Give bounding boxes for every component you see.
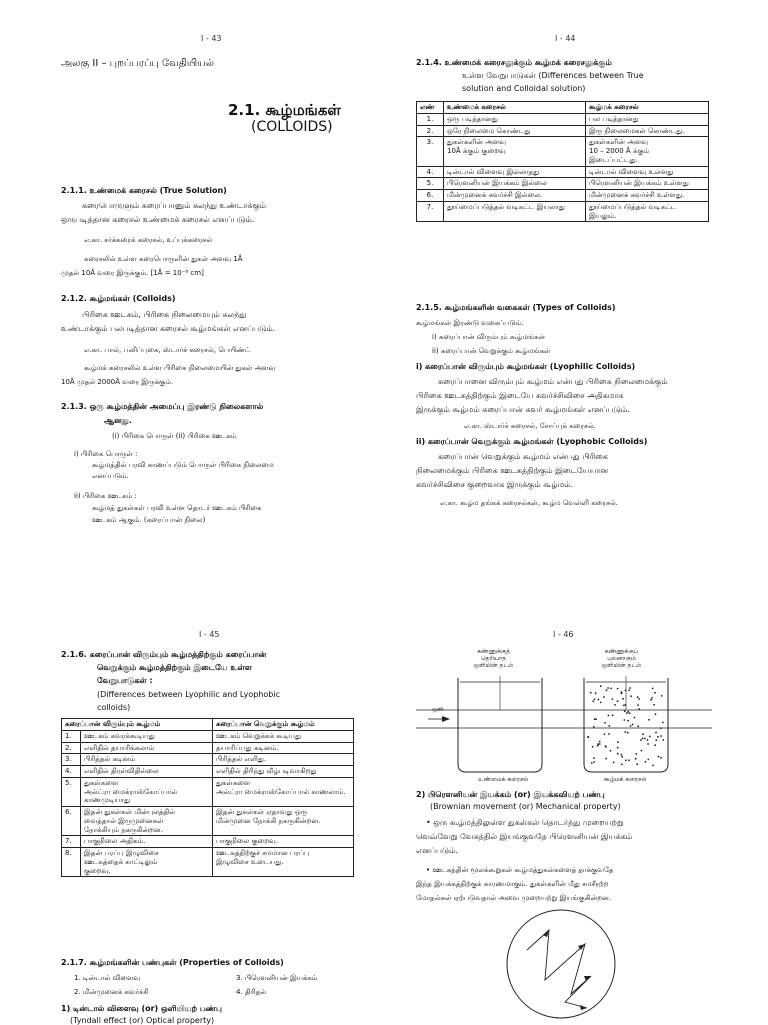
colloid-particle <box>613 761 615 763</box>
colloid-particle <box>594 699 596 701</box>
colloid-particle <box>610 750 612 752</box>
colloid-particle <box>623 705 625 707</box>
subsection-heading: ii) கரைப்பான் வெறுக்கும் கூழ்மங்கள் (Lyophobic Colloids) <box>416 437 648 446</box>
list-item: 3. பிரௌனியன் இயக்கம் <box>236 974 318 982</box>
colloid-particle <box>638 698 640 700</box>
colloid-particle <box>597 745 599 747</box>
colloid-particle <box>647 739 649 741</box>
row-number: 4. <box>417 166 444 178</box>
colloid-particle <box>621 754 623 756</box>
table-body <box>62 730 354 877</box>
colloid-particle <box>635 758 637 760</box>
lyophilic-cell: எளிதில் தயாரிக்கலாம் <box>81 742 213 754</box>
colloid-particle <box>587 736 589 738</box>
colloid-particle <box>635 753 637 755</box>
random-path <box>527 930 591 1008</box>
colloid-particle <box>604 733 606 735</box>
colloid-particle <box>608 733 610 735</box>
paragraph-line: பிரிகை ஊடகம், பிரிகை நிலைமையும் கலந்து <box>82 310 247 319</box>
colloid-particle <box>658 756 660 758</box>
lyophilic-cell: எளிதில் திரள்விதில்லை <box>81 766 213 778</box>
colloid-particle <box>612 698 614 700</box>
paragraph-line: எனப்படும். <box>92 472 129 480</box>
list-item: 1. டின்டால் விளைவு <box>74 974 141 982</box>
colloid-particle <box>622 698 624 700</box>
example-line: எ.கா. கூழ்ம தங்கக் கரைசல்கள், கூழ்ம வெள்ளி கரைசல். <box>440 499 618 507</box>
colloid-particle <box>593 761 595 763</box>
colloid-particle <box>638 708 640 710</box>
colloid-particle <box>630 695 632 697</box>
true-solution-cell: மின்முனைக் கவர்ச்சி இல்லை. <box>444 190 586 202</box>
paragraph-line: கூழ்மத்தில் பரவி காணப்படும் பொருள் பிரிகை நிலைமை <box>92 461 274 469</box>
table-row <box>62 777 354 806</box>
colloid-particle <box>608 715 610 717</box>
colloid-particle <box>617 747 619 749</box>
colloid-particle <box>630 725 632 727</box>
colloid-particle <box>628 759 630 761</box>
colloid-particle <box>625 759 627 761</box>
colloid-particle <box>660 727 662 729</box>
colloid-particle <box>627 711 629 713</box>
colloid-particle <box>662 722 664 724</box>
colloid-particle <box>617 688 619 690</box>
paragraph-line: நிலைமைக்கும் பிரிகை ஊடகத்திற்கும் இடையேயான <box>416 466 609 475</box>
table-row <box>62 848 354 877</box>
example-line: எ.கா. சர்க்கரைக் கரைசல், உப்புக்கரைசல் <box>84 236 213 244</box>
chapter-subtitle: (COLLOIDS) <box>251 119 333 135</box>
section-heading-cont: உள்ள வேறுபாடுகள் (Differences between True <box>462 71 644 80</box>
true-solution-cell: பிரௌனியன் இயக்கம் இல்லை <box>444 178 586 190</box>
true-solution-cell: டின்டால் விளைவு இல்லாதது <box>444 166 586 178</box>
label-visible-path: கண்ணுக்குப் புலனாகும் ஒளியின் தடம் <box>602 648 642 670</box>
colloid-particle <box>621 764 623 766</box>
colloid-particle <box>600 685 602 687</box>
colloid-particle <box>655 732 657 734</box>
list-item-label: i) பிரிகை பொருள் : <box>74 450 138 458</box>
paragraph-line: கரைசலில் உள்ள கரைபொருளின் துகள் அளவு 1Å <box>84 255 243 263</box>
row-number: 8. <box>62 848 81 877</box>
paragraph-line: கூழ்மக் கரைசலில் உள்ள பிரிகை நிலைமையின் துகள் அளவு <box>84 364 276 372</box>
row-number: 4. <box>62 766 81 778</box>
paragraph-line: முதல் 10Å வரை இருக்கும். [1Å = 10⁻⁸ cm] <box>61 269 204 277</box>
section-heading-cont: solution and Colloidal solution) <box>462 84 586 93</box>
paragraph-line: • ஒரு கூழ்மத்திலுள்ள துகள்கள் தொடர்ந்து முறையற்று <box>426 818 624 827</box>
colloid-particle <box>610 688 612 690</box>
section-heading: 2.1.5. கூழ்மங்களின் வகைகள் (Types of Colloids) <box>416 303 616 312</box>
colloid-cell: தூய்மைப்படுத்தல் வடிகட்ட இயலும். <box>586 201 709 222</box>
colloid-particle <box>650 699 652 701</box>
colloid-particle <box>604 722 606 724</box>
colloid-particle <box>624 731 626 733</box>
colloid-particle <box>640 739 642 741</box>
row-number: 3. <box>62 754 81 766</box>
colloid-particle <box>621 692 623 694</box>
colloid-particle <box>593 726 595 728</box>
paragraph-line: வெவ்வேறு வேகத்தில் இயங்குவதே பிரௌனியன் இயக்கம் <box>416 832 633 841</box>
lyophilic-cell: பிரித்தல் கடினம் <box>81 754 213 766</box>
paragraph-line: ஊடகம் ஆகும். (கரைப்பான் நிலை) <box>92 516 206 524</box>
colloid-particle <box>625 689 627 691</box>
table-header-row <box>62 719 354 731</box>
colloid-particle <box>634 717 636 719</box>
colloid-cell: பிரௌனியன் இயக்கம் உள்ளது <box>586 178 709 190</box>
row-number: 6. <box>62 807 81 836</box>
section-heading-cont: ஆனது. <box>104 416 132 425</box>
lyophobic-cell: பாகுநிலை குறைவு. <box>212 836 353 848</box>
column-header: கரைப்பான் விரும்பும் கூழ்மம் <box>62 719 213 731</box>
lyophobic-cell: எளிதில் திரிந்து வீழ்படிவாகிறது <box>212 766 353 778</box>
column-header: கரைப்பான் வெறுக்கும் கூழ்மம் <box>212 719 353 731</box>
caption-colloid: கூழ்மக் கரைசல் <box>604 776 647 783</box>
colloid-particle <box>605 745 607 747</box>
section-heading-cont: வேறுபாடுகள் : <box>97 676 153 685</box>
table-row <box>417 190 709 202</box>
brownian-motion-diagram <box>505 908 617 1020</box>
paragraph-line: கரைப்பான் வெறுக்கும் கூழ்மம் என்பது பிரிகை <box>438 452 608 461</box>
true-solution-cell: ஒரே நிலைமை கொண்டது <box>444 125 586 137</box>
colloid-particle <box>623 719 625 721</box>
colloid-particle <box>592 746 594 748</box>
tyndall-effect-diagram <box>416 646 712 788</box>
colloid-particle <box>591 762 593 764</box>
section-heading: 2.1.1. உண்மைக் கரைசல் (True Solution) <box>61 186 227 195</box>
colloid-particle <box>599 743 601 745</box>
table-row <box>62 754 354 766</box>
table-row <box>417 201 709 222</box>
lyophilic-cell: ஊடகம் கவரக்கூடியது <box>81 730 213 742</box>
colloid-particle <box>642 738 644 740</box>
table-row <box>62 742 354 754</box>
row-number: 5. <box>417 178 444 190</box>
paragraph-line: 10Å முதல் 2000Å வரை இருக்கும். <box>61 378 174 386</box>
list-item: ii) கரைப்பான் வெறுக்கும் கூழ்மங்கள் <box>432 347 551 355</box>
colloid-particle <box>600 702 602 704</box>
colloid-cell: இரு நிலைமைகள் கொண்டது. <box>586 125 709 137</box>
lyophilic-cell: இதன் பரப்பு இழுவிசை ஊடகத்தைக் காட்டிலும் குறைவு. <box>81 848 213 877</box>
paragraph-line: பிரிகை ஊடகத்திற்கும் இடையே கவர்ச்சிவிசை அதிகமாக <box>416 391 624 400</box>
subsection-heading-cont: (Tyndall effect (or) Optical property) <box>70 1016 215 1025</box>
subsection-heading: i) கரைப்பான் விரும்பும் கூழ்மங்கள் (Lyophilic Colloids) <box>416 362 636 371</box>
subsection-heading: 2) பிரௌனியன் இயக்கம் (or) இயக்கவியற் பண்பு <box>416 790 605 799</box>
arrow-icon <box>584 976 591 981</box>
page-number: I - 45 <box>199 630 220 639</box>
table-row <box>417 113 709 125</box>
chapter-title: 2.1. கூழ்மங்கள் <box>228 101 341 119</box>
colloid-particle <box>642 733 644 735</box>
subsection-heading: 1) டின்டால் விளைவு (or) ஒளியியற் பண்பு <box>61 1004 222 1013</box>
row-number: 5. <box>62 777 81 806</box>
lyophobic-cell: தயாரிப்பது கடினம். <box>212 742 353 754</box>
colloid-particle <box>624 710 626 712</box>
circle-boundary <box>507 910 615 1018</box>
column-header: கூழ்மக் கரைசல் <box>586 102 709 114</box>
paragraph-line: (i) பிரிகை பொருள் (ii) பிரிகை ஊடகம் <box>112 432 237 440</box>
colloid-particle <box>612 714 614 716</box>
colloid-particle <box>649 736 651 738</box>
caption-true-solution: உண்மைக் கரைசல் <box>478 776 529 783</box>
subsection-heading-cont: (Brownian movement (or) Mechanical property) <box>430 802 621 811</box>
colloid-particle <box>655 739 657 741</box>
colloid-particle <box>598 699 600 701</box>
colloid-particle <box>647 743 649 745</box>
list-item: 4. திரிதல் <box>236 988 267 996</box>
colloid-particle <box>636 763 638 765</box>
table-row <box>62 836 354 848</box>
colloid-particle <box>606 689 608 691</box>
lyophobic-cell: பிரித்தல் எளிது. <box>212 754 353 766</box>
column-header: உண்மைக் கரைசல் <box>444 102 586 114</box>
label-invisible-path: கண்ணுக்குத் தெரியாத ஒளியின் தடம் <box>474 648 514 670</box>
colloid-particle <box>641 750 643 752</box>
section-heading: 2.1.4. உண்மைக் கரைசலுக்கும் கூழ்மக் கரைசலுக்கும் <box>416 58 612 67</box>
paragraph-line: இந்த இயக்கத்திற்குக் காரணமாகும். துகள்களின் மீது சமசீரற்ற <box>416 880 609 888</box>
section-heading-cont: (Differences between Lyophilic and Lyophobic <box>97 690 281 699</box>
colloid-particle <box>652 765 654 767</box>
colloid-particle <box>637 696 639 698</box>
true-solution-cell: ஒரு படித்தானது <box>444 113 586 125</box>
colloid-particle <box>654 692 656 694</box>
colloid-particle <box>660 757 662 759</box>
comparison-table-lyophilic-vs-lyophobic <box>61 718 354 877</box>
table-row <box>62 807 354 836</box>
colloid-particle <box>661 695 663 697</box>
colloid-particle <box>608 725 610 727</box>
lyophilic-cell: துகள்களை அல்ட்ரா மைக்ராஸ்கோப்பால் காணமுடியாது <box>81 777 213 806</box>
colloid-particle <box>625 704 627 706</box>
comparison-table-true-vs-colloid <box>416 101 709 222</box>
colloid-particle <box>662 739 664 741</box>
table-row <box>417 137 709 166</box>
list-item: i) கரைப்பான் விரும்பும் கூழ்மங்கள் <box>432 333 546 341</box>
table-row <box>417 178 709 190</box>
colloid-particle <box>644 761 646 763</box>
colloid-particle <box>654 744 656 746</box>
colloid-particle <box>605 758 607 760</box>
colloid-particle <box>590 692 592 694</box>
colloid-particle <box>595 718 597 720</box>
true-solution-cell: துகள்களின் அளவு 10Å க்கும் குறைவு <box>444 137 586 166</box>
paragraph-line: ஒருபடித்தான கரைசல் உண்மைக் கரைசல் எனப்படும். <box>61 215 255 224</box>
section-heading-cont: colloids) <box>97 703 131 712</box>
table-row <box>62 730 354 742</box>
page-number: I - 46 <box>553 630 574 639</box>
table-row <box>62 766 354 778</box>
colloid-cell: டின்டால் விளைவு உள்ளது <box>586 166 709 178</box>
colloid-particle <box>653 704 655 706</box>
lyophobic-cell: துகள்களை அல்ட்ரா மைக்ராஸ்கோப்பால் காணலாம். <box>212 777 353 806</box>
paragraph-line: • ஊடகத்தின் மூலக்கூறுகள் கூழ்மத்துகள்களைத் தாக்குவதே <box>426 866 614 874</box>
lyophilic-cell: பாகுநிலை அதிகம். <box>81 836 213 848</box>
colloid-particle <box>629 687 631 689</box>
row-number: 1. <box>62 730 81 742</box>
true-solution-cell: தூய்மைப்படுத்தல் வடிகட்ட இயலாது <box>444 201 586 222</box>
colloid-particle <box>628 689 630 691</box>
section-heading: 2.1.7. கூழ்மங்களின் பண்புகள் (Properties of Colloids) <box>61 958 284 967</box>
page-number: I - 43 <box>201 34 222 43</box>
colloid-particle <box>648 719 650 721</box>
colloid-cell: மின்முனைக் கவர்ச்சி உள்ளது. <box>586 190 709 202</box>
row-number: 3. <box>417 137 444 166</box>
colloid-particle <box>595 692 597 694</box>
colloid-particle <box>644 738 646 740</box>
column-header: எண் <box>417 102 444 114</box>
lyophobic-cell: ஊடகத்திற்குச் சமமான பரப்பு இழுவிசை உடையது. <box>212 848 353 877</box>
paragraph-line: கூழ்மத் துகள்கள் பரவி உள்ள தொடர் ஊடகம் பிரிகை <box>92 504 262 512</box>
colloid-particle <box>607 687 609 689</box>
example-line: எ.கா. ஸ்டார்ச் கரைசல், சோப்புக் கரைசல். <box>464 422 596 430</box>
paragraph-line: கரைப்பானை விரும்பும் கூழ்மம் என்பது பிரிகை நிலைமைக்கும் <box>438 377 668 386</box>
colloid-particle <box>617 753 619 755</box>
colloid-particle <box>655 713 657 715</box>
table-row <box>417 166 709 178</box>
row-number: 2. <box>417 125 444 137</box>
colloid-particle <box>660 735 662 737</box>
section-heading: 2.1.6. கரைப்பான் விரும்பும் கூழ்மத்திற்கும் கரைப்பான் <box>61 650 267 659</box>
colloid-cell: பல படித்தானது <box>586 113 709 125</box>
paragraph-line: கரைபொருளும் கரைப்பானும் கலந்து உண்டாக்கும் <box>82 201 267 210</box>
row-number: 1. <box>417 113 444 125</box>
colloid-particle <box>632 724 634 726</box>
list-item-label: ii) பிரிகை ஊடகம் : <box>74 492 137 500</box>
colloid-particle <box>647 759 649 761</box>
section-heading-cont: வெறுக்கும் கூழ்மத்திற்கும் இடையே உள்ள <box>97 663 253 672</box>
table-body <box>417 113 709 222</box>
row-number: 7. <box>417 201 444 222</box>
label-light: ஒளி <box>432 706 444 713</box>
colloid-particle <box>617 741 619 743</box>
colloid-particle <box>657 736 659 738</box>
example-line: எ.கா. பால், பனிப்புகை, ஸ்டார்ச் கரைசல், பெயிண்ட் <box>84 346 251 354</box>
paragraph-line: கூழ்மங்கள் இரண்டு வகைப்படும். <box>416 319 524 327</box>
paragraph-line: உண்டாக்கும் பலபடித்தான கரைசல் கூழ்மங்கள் எனப்படும். <box>61 324 276 333</box>
colloid-particle <box>627 732 629 734</box>
paragraph-line: எனப்படும். <box>416 846 459 855</box>
colloid-particle <box>651 697 653 699</box>
colloid-particle <box>617 700 619 702</box>
paragraph-line: மோதல்கள் ஏற்படுவதால் அவை முறையற்று இயங்குகின்றன. <box>416 894 612 902</box>
page-number: I - 44 <box>555 34 576 43</box>
colloid-particle <box>614 704 616 706</box>
list-item: 2. மின்முனைக் கவர்ச்சி <box>74 988 149 996</box>
section-heading: 2.1.2. கூழ்மங்கள் (Colloids) <box>61 294 176 303</box>
lyophobic-cell: இதன் துகள்கள் ஏதாவது ஒரு மின்முனை நோக்கி நகருகின்றன. <box>212 807 353 836</box>
row-number: 6. <box>417 190 444 202</box>
table-row <box>417 125 709 137</box>
row-number: 7. <box>62 836 81 848</box>
paragraph-line: இருக்கும் கூழ்மம் கரைப்பான் கவர் கூழ்மங்கள் எனப்படும். <box>416 405 630 414</box>
row-number: 2. <box>62 742 81 754</box>
unit-title: அலகு II – புறப்பரப்பு வேதியியல் <box>61 58 215 69</box>
table-header-row <box>417 102 709 114</box>
lyophilic-cell: இதன் துகள்கள் மின்புலத்தில் வைத்தால் இருமுனைகள் நோக்கியும் நகருகின்றன. <box>81 807 213 836</box>
colloid-particle <box>627 720 629 722</box>
paragraph-line: கவர்ச்சிவிசை குறைவாக இருக்கும் கூழ்மம். <box>416 480 574 489</box>
colloid-particle <box>629 712 631 714</box>
colloid-particle <box>637 725 639 727</box>
colloid-particle <box>592 700 594 702</box>
colloid-particle <box>652 688 654 690</box>
colloid-particle <box>626 712 628 714</box>
colloid-particle <box>603 696 605 698</box>
lyophobic-cell: ஊடகம் வெறுக்கக் கூடியது <box>212 730 353 742</box>
colloid-particle <box>637 704 639 706</box>
colloid-cell: துகள்களின் அளவு 10 – 2000 Å க்கும் இடைப்பட்டது. <box>586 137 709 166</box>
colloid-particle <box>621 756 623 758</box>
colloid-particle <box>593 757 595 759</box>
section-heading: 2.1.3. ஒரு கூழ்மத்தின் அமைப்பு இரண்டு நிலைகளால் <box>61 402 264 411</box>
colloid-particle <box>599 741 601 743</box>
colloid-particle <box>597 743 599 745</box>
